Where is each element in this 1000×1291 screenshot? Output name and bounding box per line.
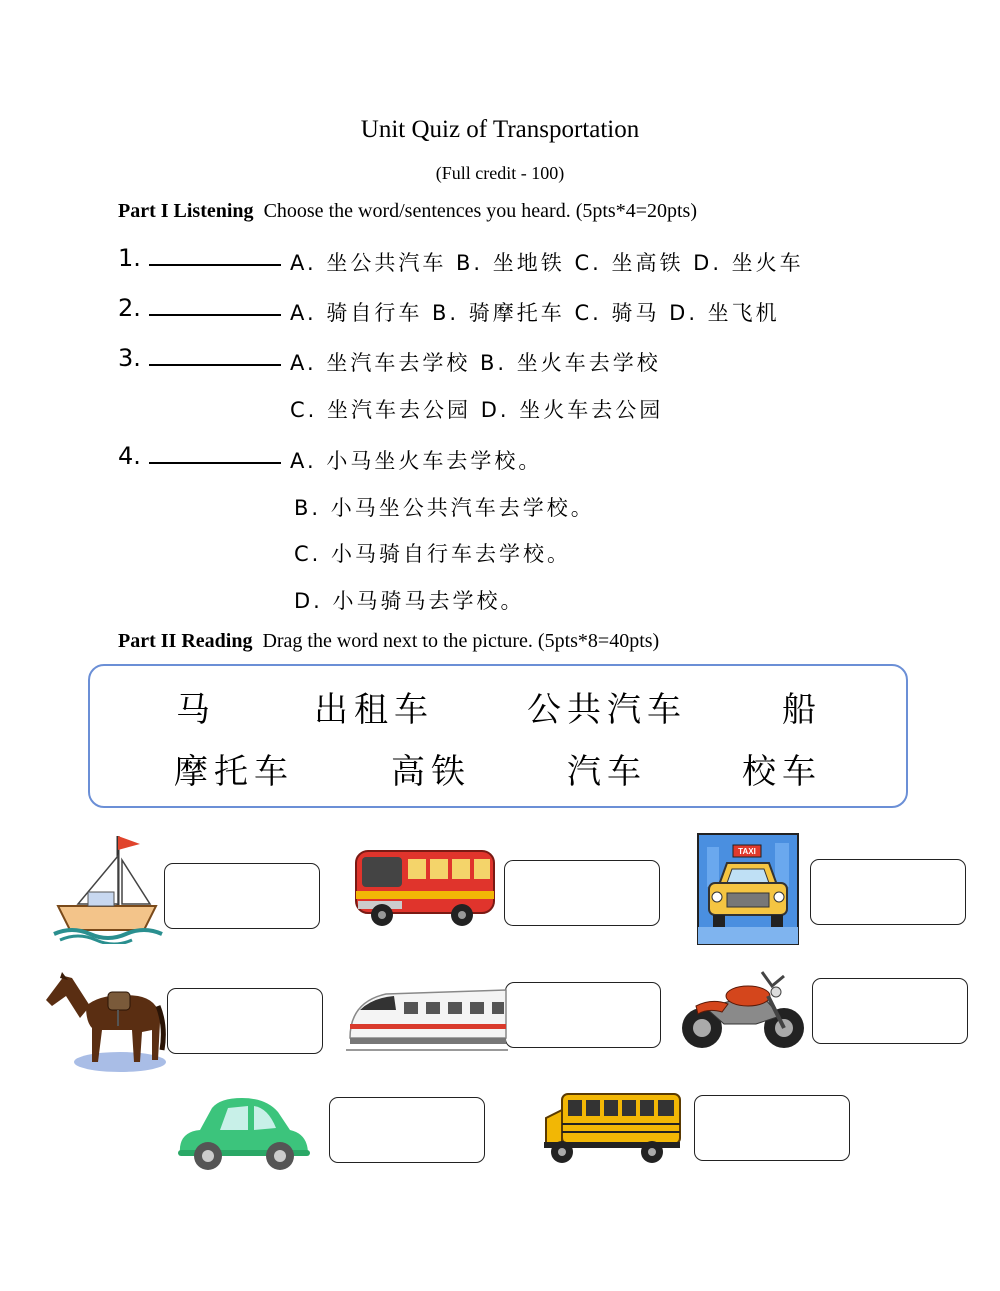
drop-box-horse[interactable]: [167, 988, 323, 1054]
question-2-number: 2.: [118, 294, 281, 322]
question-3-options-line2: C. 坐汽车去公园 D. 坐火车去公园: [290, 398, 664, 422]
horse-icon: [42, 966, 166, 1078]
car-icon: [172, 1094, 314, 1172]
question-4-option-c: C. 小马骑自行车去学校。: [294, 542, 572, 566]
drop-box-school-bus[interactable]: [694, 1095, 850, 1161]
answer-blank-1[interactable]: [149, 244, 281, 266]
part2-instructions: Drag the word next to the picture. (5pts*8=40pts): [262, 630, 660, 652]
part1-label: Part I Listening: [118, 200, 254, 222]
boat-icon: [52, 826, 164, 944]
part2-label: Part II Reading: [118, 630, 253, 652]
word-motorcycle[interactable]: 摩托车: [174, 752, 294, 792]
word-school-bus[interactable]: 校车: [742, 752, 822, 792]
question-4-option-a: A. 小马坐火车去学校。: [290, 449, 543, 473]
part2-heading: [118, 630, 659, 653]
drop-box-taxi[interactable]: [810, 859, 966, 925]
drop-box-train[interactable]: [505, 982, 661, 1048]
question-2-options: A. 骑自行车 B. 骑摩托车 C. 骑马 D. 坐飞机: [290, 301, 780, 325]
page-title: Unit Quiz of Transportation: [360, 116, 640, 143]
drop-box-boat[interactable]: [164, 863, 320, 929]
motorcycle-icon: [676, 962, 810, 1054]
school-bus-icon: [540, 1088, 684, 1166]
bus-icon: [350, 843, 498, 931]
part1-heading: [118, 200, 697, 223]
answer-blank-4[interactable]: [149, 442, 281, 464]
part1-instructions: Choose the word/sentences you heard. (5pts*4=20pts): [263, 200, 697, 222]
answer-blank-2[interactable]: [149, 294, 281, 316]
answer-blank-3[interactable]: [149, 344, 281, 366]
question-4-option-b: B. 小马坐公共汽车去学校。: [294, 496, 595, 520]
drop-box-motorcycle[interactable]: [812, 978, 968, 1044]
question-3-number: 3.: [118, 344, 281, 372]
question-4-option-d: D. 小马骑马去学校。: [294, 589, 525, 613]
drop-box-bus[interactable]: [504, 860, 660, 926]
word-taxi[interactable]: 出租车: [314, 690, 434, 730]
train-icon: [346, 980, 508, 1054]
word-bus[interactable]: 公共汽车: [527, 690, 687, 730]
drop-box-car[interactable]: [329, 1097, 485, 1163]
word-horse[interactable]: 马: [176, 690, 216, 730]
question-3-options-line1: A. 坐汽车去学校 B. 坐火车去学校: [290, 351, 661, 375]
taxi-icon: [697, 833, 799, 945]
question-4-number: 4.: [118, 442, 281, 470]
word-car[interactable]: 汽车: [567, 752, 647, 792]
word-boat[interactable]: 船: [782, 690, 822, 730]
question-1-options: A. 坐公共汽车 B. 坐地铁 C. 坐高铁 D. 坐火车: [290, 251, 804, 275]
taxi-sign-text: TAXI: [738, 847, 756, 856]
page-subtitle: (Full credit - 100): [435, 163, 565, 183]
question-1-number: 1.: [118, 244, 281, 272]
word-high-speed-train[interactable]: 高铁: [391, 752, 471, 792]
